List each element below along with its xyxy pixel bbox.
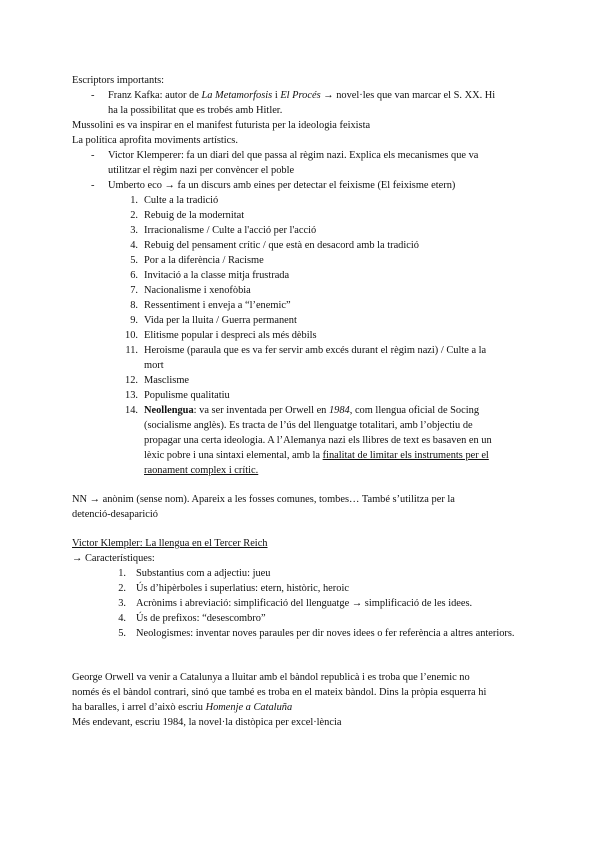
- list-item-text: Ressentiment i enveja a “l’enemic”: [144, 300, 291, 311]
- bullet-text: ha la possibilitat que es trobés amb Hitler.: [108, 105, 283, 116]
- italic-text: El Procés: [280, 90, 321, 101]
- list-number: 7.: [130, 285, 138, 296]
- list-number: 2.: [118, 583, 126, 594]
- list-number: 2.: [130, 210, 138, 221]
- list-number: 3.: [118, 598, 126, 609]
- italic-text: La Metamorfosis: [201, 90, 273, 101]
- list-item-text: Substantius com a adjectiu: jueu: [136, 568, 271, 579]
- list-number: 12.: [125, 375, 138, 386]
- underlined-text: Victor Klempler: La llengua en el Tercer Reich: [72, 538, 268, 549]
- bullet-text: Victor Klemperer: fa un diari del que passa al règim nazi. Explica els mecanismes que va: [108, 150, 479, 161]
- italic-text: Homenje a Cataluña: [205, 702, 293, 713]
- paragraph-line: ha baralles, i arrel d’això escriu Homenje a Cataluña: [72, 702, 293, 713]
- list-number: 1.: [130, 195, 138, 206]
- bullet-text: Franz Kafka: autor de La Metamorfosis i El Procés → novel·les que van marcar el S. XX. Hi: [108, 90, 496, 101]
- paragraph-line: només és el bàndol contrari, sinó que també es troba en el mateix bàndol. Dins la pròpia esquerra hi: [72, 687, 487, 698]
- list-item-text: mort: [144, 360, 164, 371]
- paragraph-line: NN → anònim (sense nom). Apareix a les fosses comunes, tombes… També s’utilitza per la: [72, 494, 455, 505]
- list-number: 4.: [118, 613, 126, 624]
- list-item-text: Neologismes: inventar noves paraules per dir noves idees o fer referència a altres anteriors.: [136, 628, 515, 639]
- section-heading: Escriptors importants:: [72, 75, 165, 86]
- list-number: 13.: [125, 390, 138, 401]
- list-number: 6.: [130, 270, 138, 281]
- bullet-dash: -: [91, 150, 95, 161]
- list-number: 10.: [125, 330, 138, 341]
- list-item-text: Masclisme: [144, 375, 190, 386]
- underlined-text: raonament complex i crític.: [144, 465, 259, 476]
- list-item-text: lèxic pobre i una sintaxi elemental, amb la finalitat de limitar els instruments per el: [144, 450, 489, 461]
- list-item-text: (socialisme anglès). Es tracta de l’ús del llenguatge totalitari, amb l’objectiu de: [144, 420, 473, 431]
- list-number: 14.: [125, 405, 138, 416]
- list-item-text: Acrònims i abreviació: simplificació del llenguatge → simplificació de les idees.: [136, 598, 473, 609]
- list-item-text: [144, 463, 258, 478]
- list-number: 4.: [130, 240, 138, 251]
- paragraph-line: Més endevant, escriu 1984, la novel·la distòpica per excel·lència: [72, 717, 342, 728]
- list-item-text: Nacionalisme i xenofòbia: [144, 285, 251, 296]
- list-item-text: Rebuig del pensament crític / que està en desacord amb la tradició: [144, 240, 419, 251]
- list-number: 9.: [130, 315, 138, 326]
- list-number: 11.: [125, 345, 138, 356]
- italic-text: 1984: [328, 405, 350, 416]
- bullet-dash: -: [91, 180, 95, 191]
- list-item-text: Ús d’hipèrboles i superlatius: etern, històric, heroic: [136, 583, 349, 594]
- paragraph-line: La política aprofita moviments artístics.: [72, 135, 238, 146]
- list-number: 1.: [118, 568, 126, 579]
- list-number: 5.: [130, 255, 138, 266]
- list-item-text: Ús de prefixos: “desescombro”: [136, 613, 266, 624]
- list-number: 3.: [130, 225, 138, 236]
- list-item-text: Irracionalisme / Culte a l'acció per l'acció: [144, 225, 317, 236]
- paragraph-line: detenció-desaparició: [72, 509, 158, 520]
- list-number: 8.: [130, 300, 138, 311]
- list-number: 5.: [118, 628, 126, 639]
- list-item-text: Neollengua: va ser inventada per Orwell en 1984, com llengua oficial de Socing: [144, 405, 480, 416]
- list-item-text: Heroisme (paraula que es va fer servir amb excés durant el règim nazi) / Culte a la: [144, 345, 487, 356]
- list-item-text: Culte a la tradició: [144, 195, 219, 206]
- section-subtitle: → Característiques:: [72, 553, 155, 564]
- list-item-text: Populisme qualitatiu: [144, 390, 230, 401]
- list-item-text: Rebuig de la modernitat: [144, 210, 245, 221]
- bullet-text: Umberto eco → fa un discurs amb eines per detectar el feixisme (El feixisme etern): [108, 180, 456, 191]
- underlined-text: finalitat de limitar els instruments per el: [322, 450, 489, 461]
- bullet-dash: -: [91, 90, 95, 101]
- paragraph-line: Mussolini es va inspirar en el manifest futurista per la ideologia feixista: [72, 120, 371, 131]
- list-item-text: Por a la diferència / Racisme: [144, 255, 264, 266]
- list-item-text: Elitisme popular i despreci als més dèbils: [144, 330, 317, 341]
- section-title: [72, 536, 268, 551]
- list-item-text: propagar una certa ideologia. A l’Alemanya nazi els llibres de text es basaven en un: [144, 435, 492, 446]
- paragraph-line: George Orwell va venir a Catalunya a lluitar amb el bàndol republicà i es troba que l’enemic no: [72, 672, 470, 683]
- bold-term: Neollengua: [144, 405, 194, 416]
- list-item-text: Vida per la lluita / Guerra permanent: [144, 315, 297, 326]
- bullet-text: utilitzar el règim nazi per convèncer el poble: [108, 165, 295, 176]
- list-item-text: Invitació a la classe mitja frustrada: [144, 270, 290, 281]
